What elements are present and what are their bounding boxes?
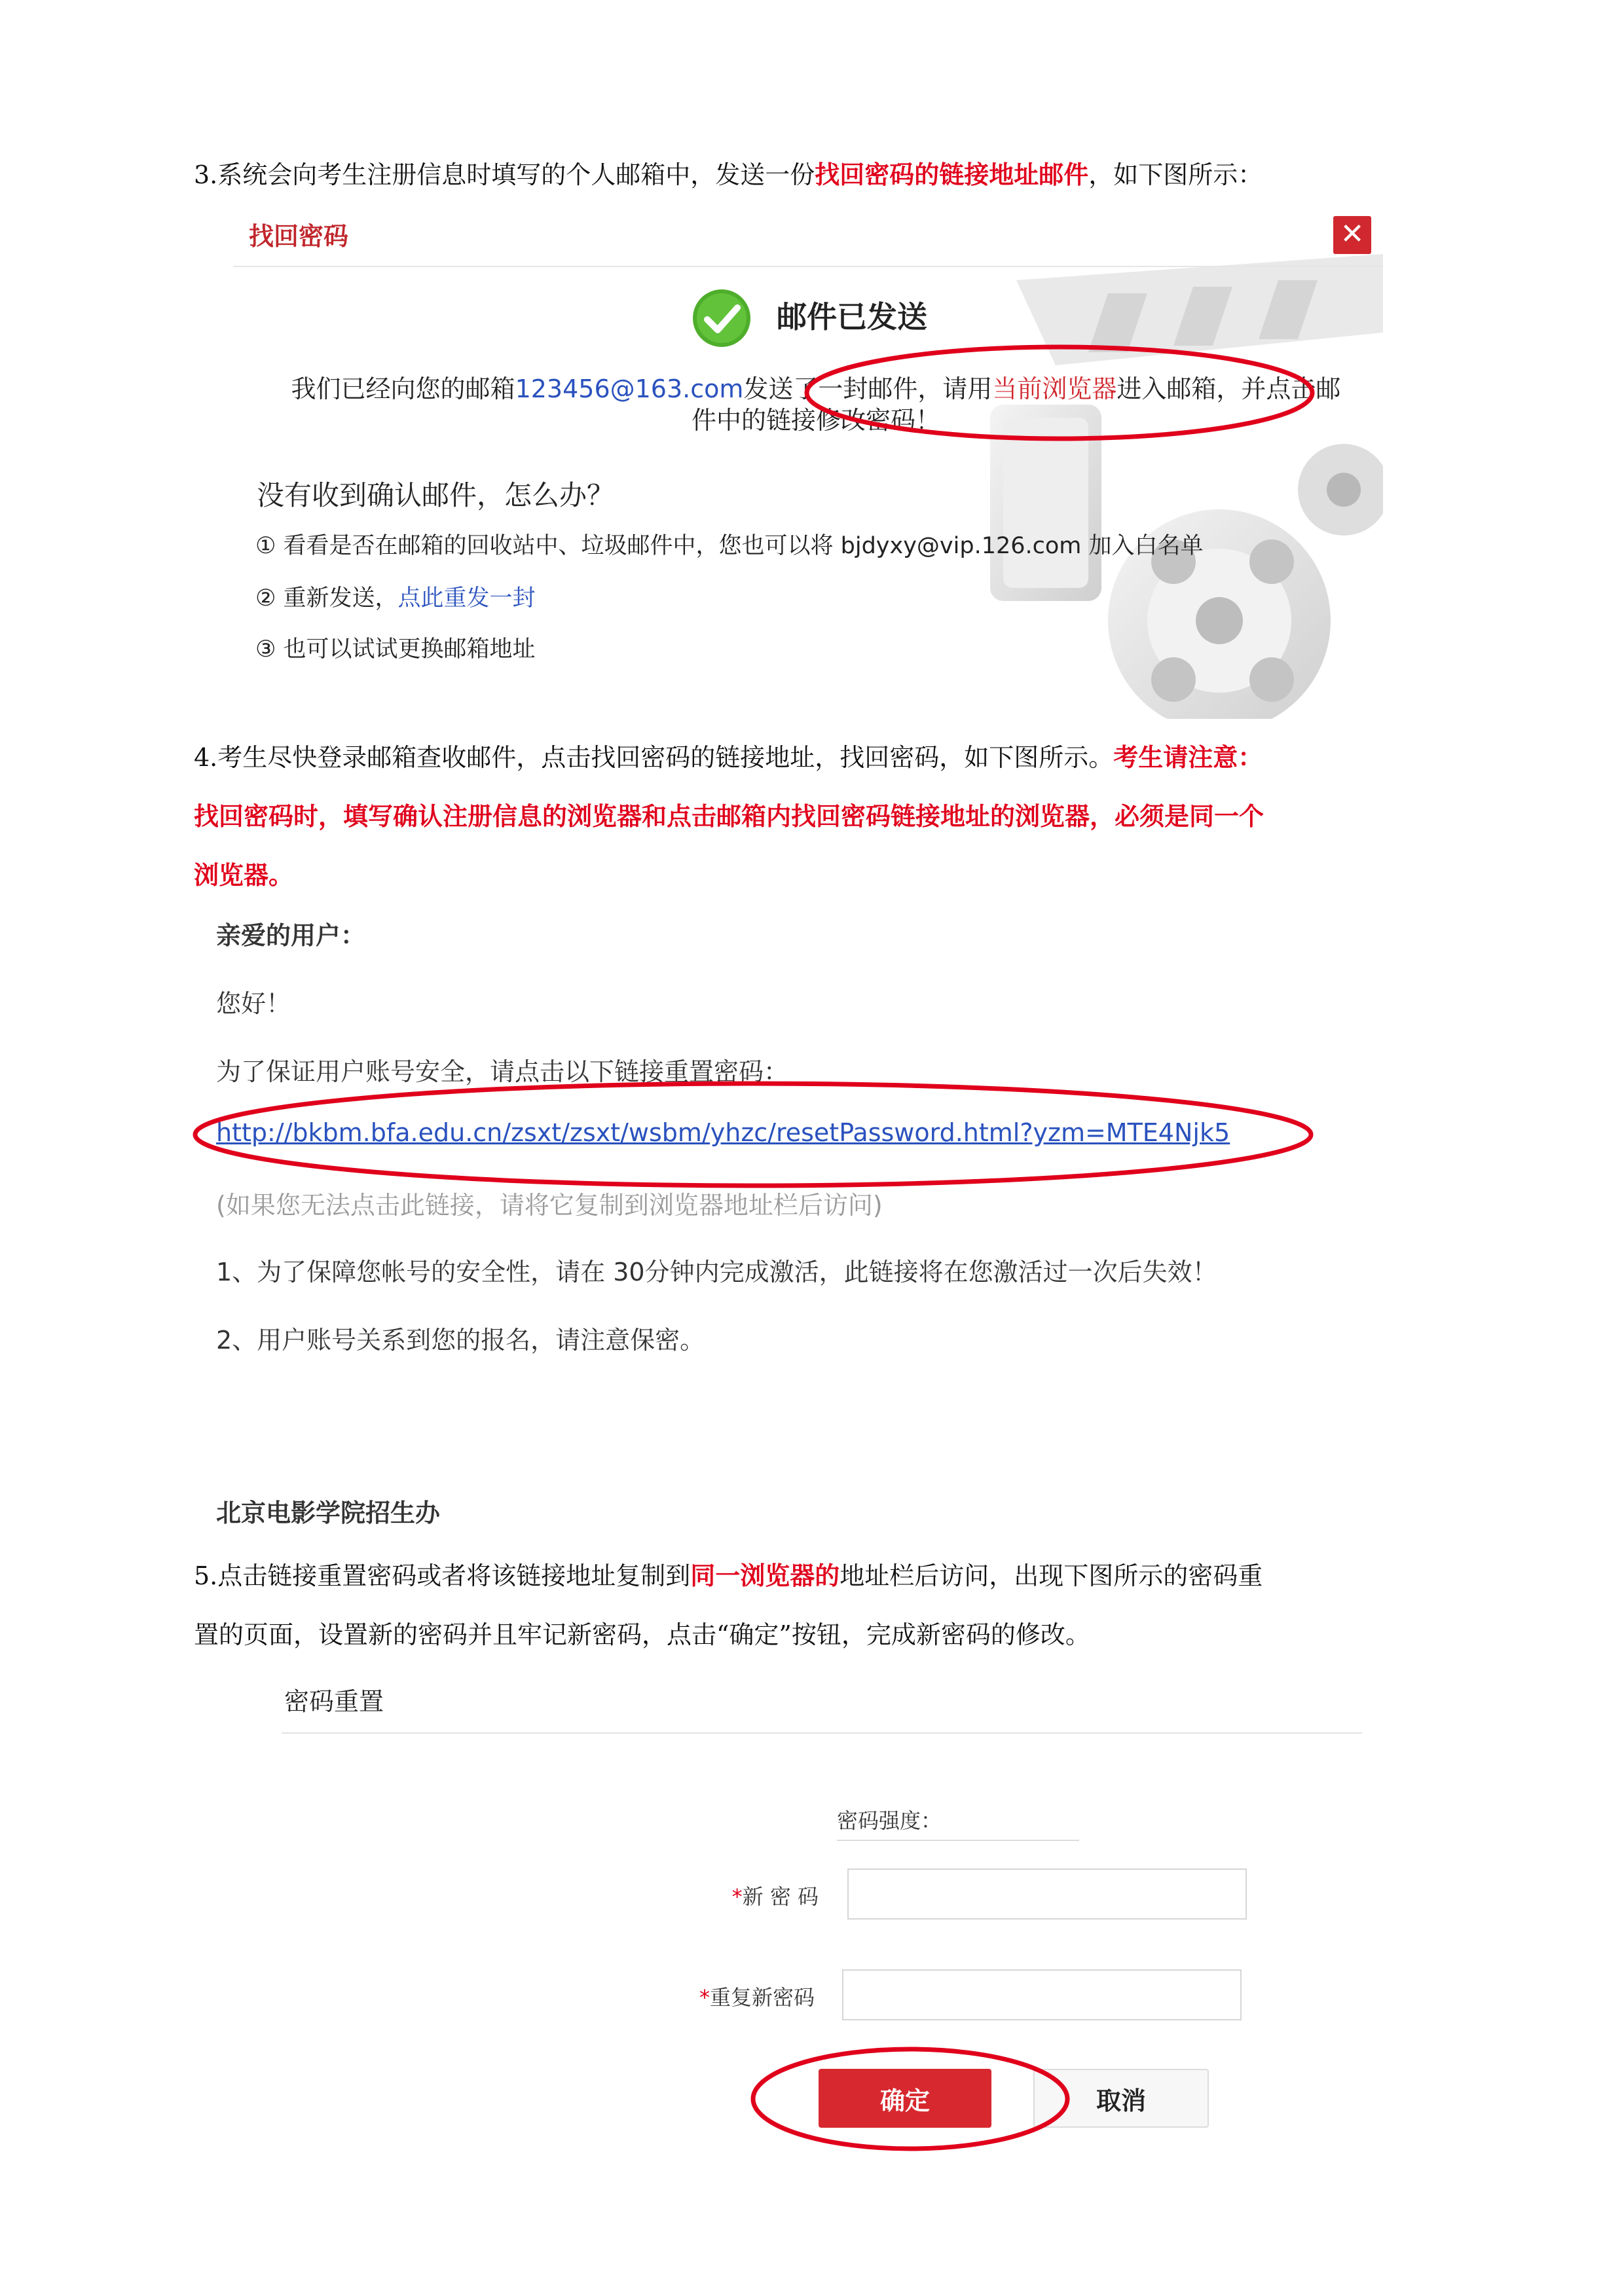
step5-text: 5.点击链接重置密码或者将该链接地址复制到 [194,1561,691,1590]
msg-text-end: 进入邮箱，并点击邮 [1116,374,1341,403]
new-password-input[interactable] [847,1868,1247,1920]
forgot-password-dialog [233,202,1383,719]
film-reel-background-image [977,254,1383,719]
tip-item-2 [255,580,536,613]
step4-note-line3: 浏览器。 [194,860,294,890]
copy-hint: (如果您无法点击此链接，请将它复制到浏览器地址栏后访问) [216,1191,883,1220]
step5-suffix: 地址栏后访问，出现下图所示的密码重 [840,1561,1263,1590]
step3-highlight: 找回密码的链接地址邮件 [815,160,1089,189]
current-browser-highlight: 当前浏览器 [992,374,1117,403]
email-signature: 北京电影学院招生办 [216,1499,441,1527]
step4-text: 4.考生尽快登录邮箱查收邮件，点击找回密码的链接地址，找回密码，如下图所示。 [194,743,1114,772]
sent-message [259,373,1373,436]
dialog-divider [233,266,1383,267]
user-email: 123456@163.com [515,374,744,403]
step3-text: 3.系统会向考生注册信息时填写的个人邮箱中，发送一份 [194,160,815,189]
dialog-title: 找回密码 [249,222,349,251]
checkmark-icon [692,288,752,348]
new-password-label-text: 新 密 码 [742,1884,819,1909]
password-strength-meter [837,1840,1079,1841]
step4-note-label: 考生请注意： [1113,742,1263,772]
reset-password-link[interactable]: http://bkbm.bfa.edu.cn/zsxt/zsxt/wsbm/yhzc/resetPassword.html?yzm=MTE4Njk5 [216,1118,1230,1147]
step5-paragraph [194,1546,1458,1664]
cancel-button[interactable]: 取消 [1033,2069,1209,2128]
resend-link[interactable]: 点此重发一封 [397,585,536,611]
step4-paragraph [194,728,1458,905]
email-hello: 您好！ [216,989,291,1018]
form-divider [282,1732,1362,1734]
repeat-password-label [622,1981,815,2011]
repeat-password-label-text: 重复新密码 [709,1985,815,2010]
step5-highlight: 同一浏览器的 [690,1561,840,1590]
email-sent-heading: 邮件已发送 [777,299,927,335]
reset-email-body [196,903,1375,1532]
msg-text: 我们已经向您的邮箱 [291,374,515,403]
step3-paragraph [194,145,1458,204]
email-tip-1: 1、为了保障您帐号的安全性，请在 30分钟内完成激活，此链接将在您激活过一次后失效！ [216,1258,1217,1286]
email-greeting: 亲爱的用户： [216,921,366,950]
step4-note-line2: 找回密码时，填写确认注册信息的浏览器和点击邮箱内找回密码链接地址的浏览器，必须是同一个 [194,801,1264,831]
tip-item-3: ③ 也可以试试更换邮箱地址 [255,636,536,663]
tip-item-2-label: ② 重新发送， [255,585,398,611]
email-tip-2: 2、用户账号关系到您的报名，请注意保密。 [216,1326,705,1355]
step5-line2: 置的页面，设置新的密码并且牢记新密码，点击“确定”按钮，完成新密码的修改。 [194,1620,1090,1649]
email-intro: 为了保证用户账号安全，请点击以下链接重置密码： [216,1057,789,1086]
confirm-button[interactable]: 确定 [819,2069,991,2128]
required-mark: * [699,1985,710,2010]
reset-password-form [282,1676,1362,2147]
msg-line2: 件中的链接修改密码！ [691,406,940,435]
msg-text-mid: 发送了一封邮件，请用 [743,374,993,403]
password-strength-label: 密码强度： [837,1808,942,1833]
step3-suffix: ，如下图所示： [1088,160,1263,189]
no-email-question: 没有收到确认邮件，怎么办？ [257,479,615,511]
new-password-label [622,1880,819,1910]
close-icon[interactable]: ✕ [1333,216,1371,254]
repeat-password-input[interactable] [842,1969,1242,2020]
required-mark: * [731,1884,743,1909]
tip-item-1: ① 看看是否在邮箱的回收站中、垃圾邮件中，您也可以将 bjdyxy@vip.126.com 加入白名单 [255,533,1204,559]
form-title: 密码重置 [284,1687,384,1716]
